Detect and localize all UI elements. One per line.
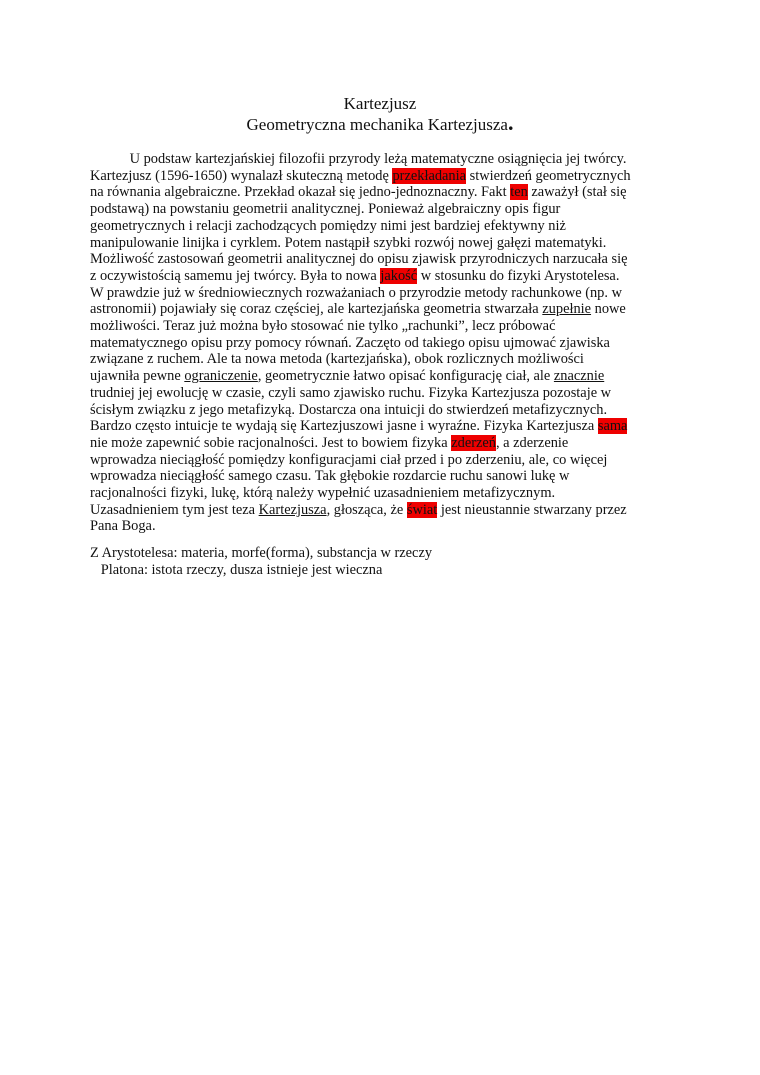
text-span: astronomii) pojawiały się coraz częściej, ale kartezjańska geometria stwarzała — [90, 301, 543, 318]
document-subtitle-text: Geometryczna mechanika Kartezjusza — [246, 115, 508, 134]
text-line — [90, 418, 627, 435]
text-line — [90, 468, 569, 485]
text-span: nie może zapewnić sobie racjonalności. Jest to bowiem fizyka — [90, 434, 452, 451]
highlighted-word: jakość — [380, 267, 418, 284]
text-span: matematycznego opisu przy pomocy równań. Zaczęto od takiego opisu ujmować zjawiska — [90, 334, 610, 351]
text-span: geometrycznych i relacji zachodzących pomiędzy nimi jest bardziej efektywny niż — [90, 217, 566, 234]
text-span: możliwości. Teraz już można było stosować nie tylko „rachunki”, lecz próbować — [90, 318, 556, 334]
text-span: , geometrycznie łatwo opisać konfigurację ciał, ale — [257, 368, 554, 385]
text-line — [90, 502, 627, 519]
text-span: ścisłym związku z jego metafizyką. Dostarcza ona intuicji do stwierdzeń metafizycznych. — [90, 401, 608, 418]
highlighted-word: przekładania — [392, 167, 466, 184]
document-subtitle-dot: . — [507, 110, 514, 135]
text-line — [90, 385, 611, 402]
text-span: , a zderzenie — [495, 434, 569, 451]
document-title: Kartezjusz — [343, 94, 417, 113]
text-span: Platona: istota rzeczy, dusza istnieje jest wieczna — [90, 561, 383, 578]
text-line — [90, 435, 568, 452]
text-line — [90, 485, 555, 502]
text-span: Uzasadnieniem tym jest teza — [90, 501, 259, 518]
text-span: ujawniła pewne — [90, 368, 185, 385]
text-span: stwierdzeń geometrycznych — [466, 167, 631, 184]
text-span: w stosunku do fizyki Arystotelesa. — [417, 267, 620, 284]
text-line — [90, 168, 631, 185]
text-line — [90, 351, 584, 368]
text-line — [90, 184, 627, 201]
text-span: Bardzo często intuicje te wydają się Kartezjuszowi jasne i wyraźne. Fizyka Kartezjusza — [90, 418, 598, 435]
text-line — [90, 452, 607, 469]
text-span: wprowadza nieciągłość pomiędzy konfiguracjami ciał przed i po zderzeniu, ale, co więcej — [90, 451, 608, 468]
text-span: na równania algebraiczne. Przekład okazał się jedno-jednoznaczny. Fakt — [90, 184, 511, 201]
text-span: Pana Boga. — [90, 518, 156, 535]
text-span: jest nieustannie stwarzany przez — [437, 501, 627, 518]
text-span: z oczywistością samemu jej twórcy. Była to nowa — [90, 267, 381, 284]
highlighted-word: sama — [597, 418, 628, 435]
text-line — [90, 301, 626, 318]
text-span: W prawdzie już w średniowiecznych rozważaniach o przyrodzie metody rachunkowe (np. w — [90, 284, 622, 301]
text-span: racjonalności fizyki, lukę, którą należy wypełnić uzasadnieniem metafizycznym. — [90, 485, 556, 501]
underlined-word: Kartezjusza — [258, 501, 327, 518]
text-span: wprowadza nieciągłość samego czasu. Tak głębokie rozdarcie ruchu sanowi lukę w — [90, 468, 570, 485]
text-span: Kartezjusz (1596-1650) wynalazł skuteczną metodę — [90, 167, 393, 184]
underlined-word: znacznie — [553, 368, 605, 385]
text-line — [90, 545, 432, 562]
text-span: Możliwość zastosowań geometrii analitycznej do opisu zjawisk przyrodniczych narzucała się — [90, 251, 628, 268]
text-line — [90, 235, 606, 252]
text-line — [90, 562, 382, 579]
text-line — [90, 251, 627, 268]
text-span: trudniej jej ewolucję w czasie, czyli samo zjawisko ruchu. Fizyka Kartezjusza pozostaje w — [90, 384, 612, 401]
underlined-word: ograniczenie — [184, 368, 258, 385]
text-span: nowe — [591, 301, 626, 318]
text-line — [90, 518, 156, 535]
underlined-word: zupełnie — [542, 301, 592, 318]
document-subtitle — [0, 110, 760, 135]
text-span: zaważył (stał się — [527, 184, 627, 201]
highlighted-word: zderzeń — [451, 434, 496, 451]
highlighted-word: ten — [510, 184, 528, 201]
text-line — [90, 368, 604, 385]
text-span: podstawą) na powstaniu geometrii analitycznej. Ponieważ algebraiczny opis figur — [90, 201, 561, 218]
text-line — [90, 201, 560, 218]
text-span: Z Arystotelesa: materia, morfe(forma), substancja w rzeczy — [90, 545, 433, 562]
text-line — [90, 218, 566, 235]
text-span: manipulowanie linijka i cyrklem. Potem nastąpił szybki rozwój nowej gałęzi matematyki. — [90, 234, 607, 251]
text-line — [90, 318, 555, 335]
text-span: związane z ruchem. Ale ta nowa metoda (kartezjańska), obok rozlicznych możliwości — [90, 351, 584, 368]
text-line — [90, 285, 622, 302]
text-line — [90, 402, 607, 419]
highlighted-word: świat — [406, 501, 438, 518]
text-line — [90, 151, 627, 168]
text-span: , głosząca, że — [326, 501, 407, 518]
text-line — [90, 335, 610, 352]
text-span: U podstaw kartezjańskiej filozofii przyrody leżą matematyczne osiągnięcia jej twórcy. — [90, 151, 627, 167]
text-line — [90, 268, 619, 285]
